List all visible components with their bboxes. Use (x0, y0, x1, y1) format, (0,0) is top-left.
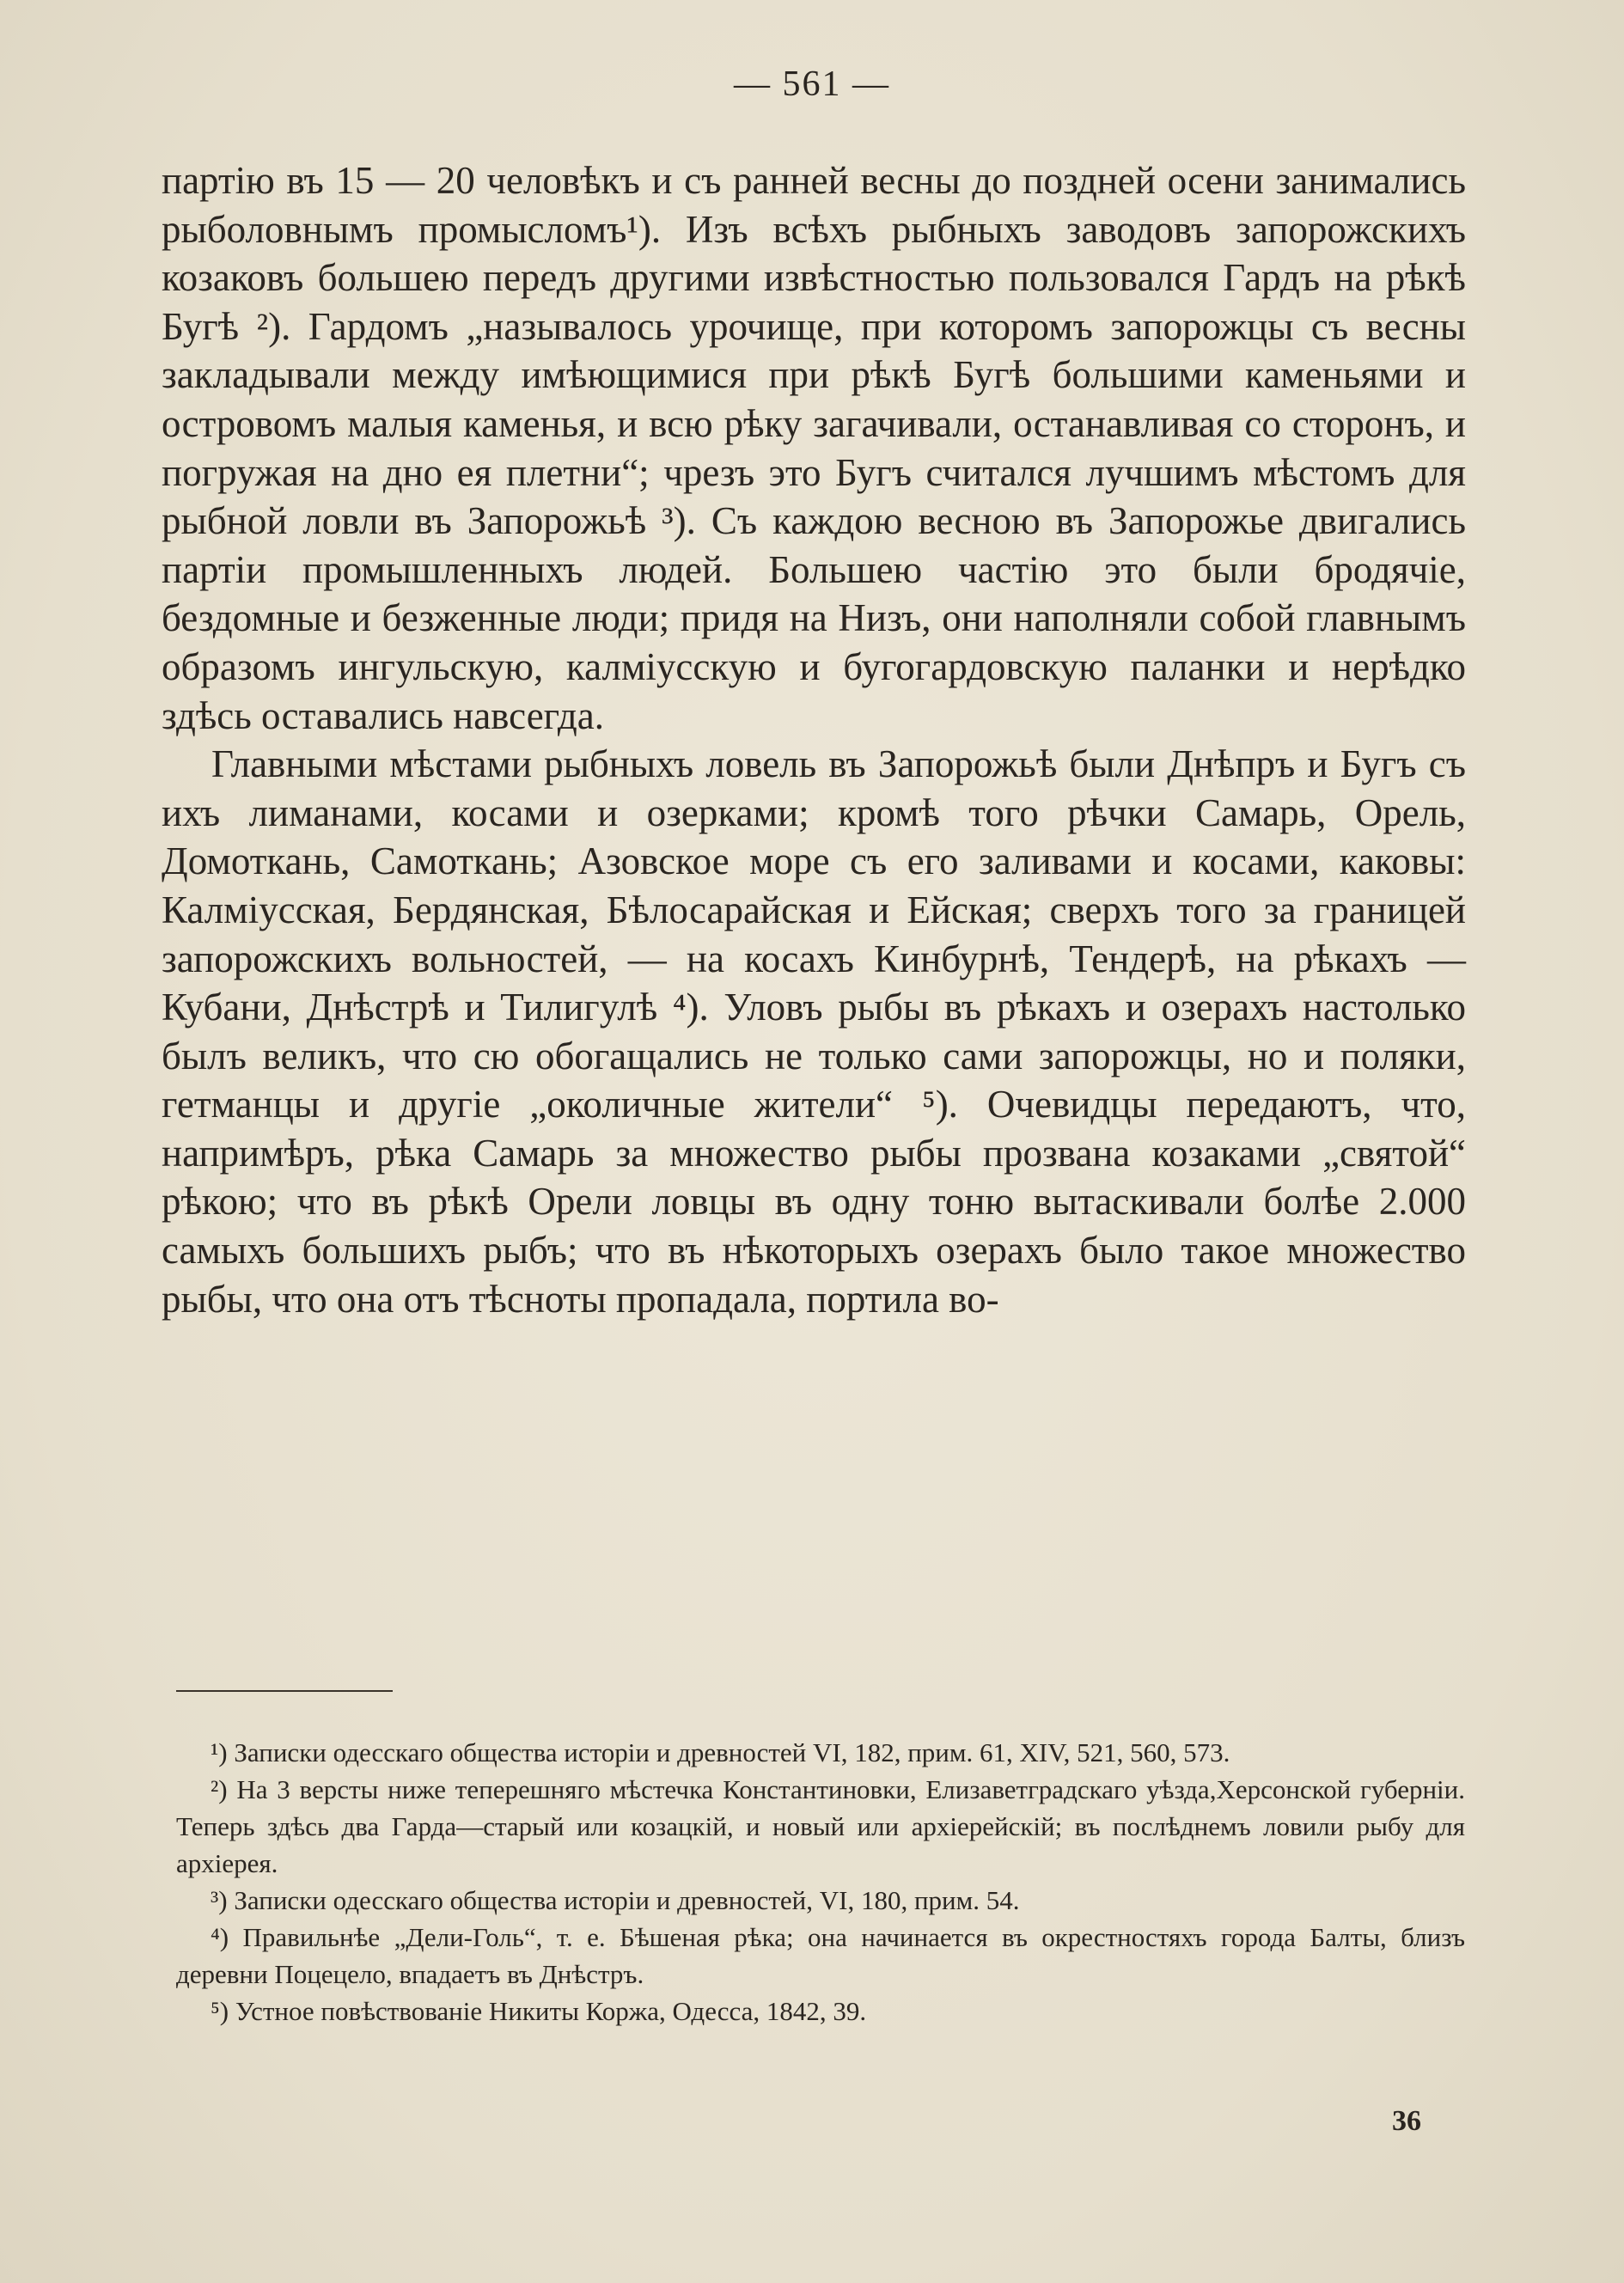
footnote-marker: ⁵) (211, 1996, 229, 2026)
footnote-marker: ²) (211, 1774, 228, 1804)
footnote-separator (176, 1690, 393, 1692)
paragraph: партію въ 15 — 20 человѣкъ и съ ранней весны до поздней осени занимались рыболовнымъ промысломъ¹). Изъ всѣхъ рыбныхъ заводовъ запорожскихъ козаковъ большею передъ другими извѣстностью пользовался Гардъ на рѣкѣ Бугѣ ²). Гардомъ „называлось урочище, при которомъ запорожцы съ весны закладывали между имѣющимися при рѣкѣ Бугѣ большими каменьями и островомъ малыя каменья, и всю рѣку загачивали, останавливая со сторонъ, и погружая на дно ея плетни“; чрезъ это Бугъ считался лучшимъ мѣстомъ для рыбной ловли въ Запорожьѣ ³). Съ каждою весною въ Запорожье двигались партіи промышленныхъ людей. Большею частію это были бродячіе, бездомные и безженные люди; придя на Низъ, они наполняли собой главнымъ образомъ ингульскую, калміусскую и бугогардовскую паланки и нерѣдко здѣсь оставались навсегда. (162, 159, 1466, 737)
main-text (162, 156, 1466, 1323)
footnote (176, 1771, 1465, 1882)
footnote-text: Правильнѣе „Дели-Голь“, т. е. Бѣшеная рѣка; она начинается въ окрестностяхъ города Балты, близъ деревни Поцецело, впадаетъ въ Днѣстръ. (176, 1922, 1465, 1989)
footnote (176, 1993, 1465, 2030)
footnotes (176, 1734, 1465, 2030)
footnote-marker: ³) (211, 1885, 228, 1915)
footnote-text: Записки одесскаго общества исторіи и древностей VI, 182, прим. 61, XIV, 521, 560, 573. (234, 1737, 1230, 1767)
footnote-text: Записки одесскаго общества исторіи и древностей, VI, 180, прим. 54. (234, 1885, 1020, 1915)
footnote-marker: ⁴) (211, 1922, 229, 1952)
paragraph: Главными мѣстами рыбныхъ ловель въ Запорожьѣ были Днѣпръ и Бугъ съ ихъ лиманами, косами и озерками; кромѣ того рѣчки Самарь, Орель, Домоткань, Самоткань; Азовское море съ его заливами и косами, каковы: Калміусская, Бердянская, Бѣлосарайская и Ейская; сверхъ того за границей запорожскихъ вольностей, — на косахъ Кинбурнѣ, Тендерѣ, на рѣкахъ — Кубани, Днѣстрѣ и Тилигулѣ ⁴). Уловъ рыбы въ рѣкахъ и озерахъ настолько былъ великъ, что сю обогащались не только сами запорожцы, но и поляки, гетманцы и другіе „околичные жители“ ⁵). Очевидцы передаютъ, что, напримѣръ, рѣка Самарь за множество рыбы прозвана козаками „святой“ рѣкою; что въ рѣкѣ Орели ловцы въ одну тоню вытаскивали болѣе 2.000 самыхъ большихъ рыбъ; что въ нѣкоторыхъ озерахъ было такое множество рыбы, что она отъ тѣсноты пропадала, портила во- (162, 742, 1466, 1321)
signature-mark: 36 (1392, 2105, 1421, 2137)
footnote (176, 1734, 1465, 1771)
footnote-text: На 3 версты ниже теперешняго мѣстечка Константиновки, Елизаветградскаго уѣзда,Херсонской губерніи. Теперь здѣсь два Гарда—старый или козацкій, и новый или архіерейскій; въ послѣднемъ ловили рыбу для архіерея. (176, 1774, 1465, 1878)
footnote-text: Устное повѣствованіе Никиты Коржа, Одесса, 1842, 39. (235, 1996, 867, 2026)
page-number: — 561 — (734, 64, 890, 104)
footnote (176, 1919, 1465, 1993)
footnote-marker: ¹) (211, 1737, 228, 1767)
footnote (176, 1882, 1465, 1919)
